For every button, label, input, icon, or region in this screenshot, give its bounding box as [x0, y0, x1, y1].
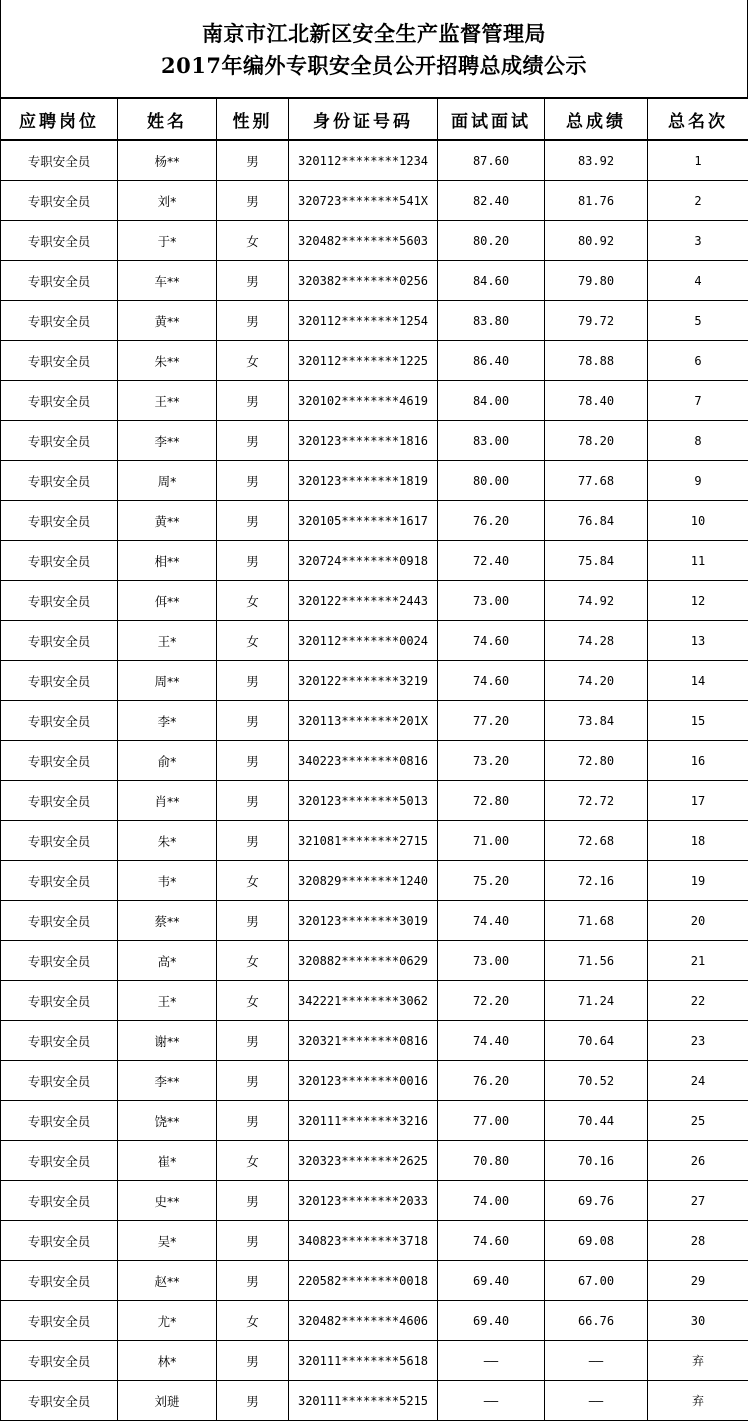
table-row	[1, 1341, 748, 1381]
cell-total-score: 66.76	[545, 1301, 648, 1341]
cell-name: 刘*	[118, 181, 217, 221]
table-row	[1, 421, 748, 461]
cell-interview-score: 84.60	[438, 261, 545, 301]
cell-position: 专职安全员	[1, 541, 118, 581]
table-row	[1, 221, 748, 261]
cell-interview-score: 74.60	[438, 1221, 545, 1261]
cell-gender: 男	[217, 1181, 289, 1221]
cell-gender: 男	[217, 421, 289, 461]
cell-id-number: 320123********2033	[289, 1181, 438, 1221]
cell-gender: 男	[217, 1341, 289, 1381]
cell-id-number: 320724********0918	[289, 541, 438, 581]
cell-rank: 11	[648, 541, 748, 581]
cell-id-number: 320482********5603	[289, 221, 438, 261]
cell-interview-score: 74.40	[438, 901, 545, 941]
cell-gender: 男	[217, 1221, 289, 1261]
cell-interview-score: 80.00	[438, 461, 545, 501]
cell-gender: 男	[217, 461, 289, 501]
cell-rank: 13	[648, 621, 748, 661]
cell-interview-score: 72.40	[438, 541, 545, 581]
cell-gender: 女	[217, 221, 289, 261]
table-row	[1, 1221, 748, 1261]
cell-gender: 男	[217, 821, 289, 861]
cell-position: 专职安全员	[1, 421, 118, 461]
cell-id-number: 320112********1254	[289, 301, 438, 341]
table-row	[1, 861, 748, 901]
cell-interview-score: 73.00	[438, 581, 545, 621]
cell-rank: 9	[648, 461, 748, 501]
cell-rank: 18	[648, 821, 748, 861]
cell-position: 专职安全员	[1, 821, 118, 861]
cell-rank: 19	[648, 861, 748, 901]
cell-rank: 28	[648, 1221, 748, 1261]
cell-id-number: 320123********0016	[289, 1061, 438, 1101]
cell-rank: 7	[648, 381, 748, 421]
cell-position: 专职安全员	[1, 1261, 118, 1301]
cell-position: 专职安全员	[1, 1221, 118, 1261]
cell-total-score: 77.68	[545, 461, 648, 501]
table-row	[1, 501, 748, 541]
cell-id-number: 320882********0629	[289, 941, 438, 981]
cell-name: 杨**	[118, 140, 217, 181]
table-row	[1, 1301, 748, 1341]
cell-name: 饶**	[118, 1101, 217, 1141]
cell-rank: 4	[648, 261, 748, 301]
cell-gender: 男	[217, 181, 289, 221]
cell-total-score: 71.68	[545, 901, 648, 941]
cell-interview-score: 75.20	[438, 861, 545, 901]
cell-interview-score: ——	[438, 1341, 545, 1381]
cell-total-score: 74.92	[545, 581, 648, 621]
table-row	[1, 821, 748, 861]
table-row	[1, 140, 748, 181]
cell-total-score: 72.16	[545, 861, 648, 901]
cell-total-score: 70.64	[545, 1021, 648, 1061]
cell-name: 史**	[118, 1181, 217, 1221]
cell-name: 黄**	[118, 501, 217, 541]
cell-id-number: 320112********1234	[289, 140, 438, 181]
cell-total-score: 73.84	[545, 701, 648, 741]
header-interview-score: 面试面试	[438, 98, 545, 140]
cell-position: 专职安全员	[1, 140, 118, 181]
table-row	[1, 1261, 748, 1301]
table-row	[1, 581, 748, 621]
cell-position: 专职安全员	[1, 981, 118, 1021]
cell-rank: 25	[648, 1101, 748, 1141]
cell-rank: 30	[648, 1301, 748, 1341]
cell-total-score: ——	[545, 1381, 648, 1421]
cell-name: 谢**	[118, 1021, 217, 1061]
cell-rank: 16	[648, 741, 748, 781]
cell-rank: 27	[648, 1181, 748, 1221]
cell-id-number: 320105********1617	[289, 501, 438, 541]
table-row	[1, 541, 748, 581]
table-row	[1, 1181, 748, 1221]
cell-total-score: 71.56	[545, 941, 648, 981]
cell-rank: 1	[648, 140, 748, 181]
cell-position: 专职安全员	[1, 781, 118, 821]
cell-gender: 男	[217, 140, 289, 181]
cell-gender: 女	[217, 981, 289, 1021]
cell-interview-score: ——	[438, 1381, 545, 1421]
cell-position: 专职安全员	[1, 1301, 118, 1341]
cell-name: 吴*	[118, 1221, 217, 1261]
cell-total-score: 74.20	[545, 661, 648, 701]
cell-gender: 男	[217, 1381, 289, 1421]
cell-name: 朱**	[118, 341, 217, 381]
table-row	[1, 341, 748, 381]
table-row	[1, 261, 748, 301]
table-row	[1, 1381, 748, 1421]
cell-rank: 8	[648, 421, 748, 461]
results-table	[0, 97, 748, 1421]
cell-name: 李*	[118, 701, 217, 741]
cell-name: 李**	[118, 1061, 217, 1101]
cell-gender: 男	[217, 541, 289, 581]
cell-id-number: 320122********3219	[289, 661, 438, 701]
cell-gender: 女	[217, 1141, 289, 1181]
cell-gender: 男	[217, 701, 289, 741]
header-rank: 总名次	[648, 98, 748, 140]
cell-id-number: 320122********2443	[289, 581, 438, 621]
cell-id-number: 320482********4606	[289, 1301, 438, 1341]
cell-interview-score: 74.60	[438, 661, 545, 701]
cell-id-number: 340223********0816	[289, 741, 438, 781]
cell-total-score: 80.92	[545, 221, 648, 261]
cell-total-score: 69.76	[545, 1181, 648, 1221]
cell-rank: 3	[648, 221, 748, 261]
cell-gender: 男	[217, 901, 289, 941]
cell-interview-score: 73.20	[438, 741, 545, 781]
cell-position: 专职安全员	[1, 1341, 118, 1381]
cell-position: 专职安全员	[1, 1021, 118, 1061]
cell-name: 王*	[118, 621, 217, 661]
cell-position: 专职安全员	[1, 741, 118, 781]
cell-name: 周*	[118, 461, 217, 501]
table-row	[1, 901, 748, 941]
cell-rank: 弃	[648, 1341, 748, 1381]
cell-id-number: 320102********4619	[289, 381, 438, 421]
cell-name: 朱*	[118, 821, 217, 861]
cell-name: 相**	[118, 541, 217, 581]
cell-id-number: 320829********1240	[289, 861, 438, 901]
cell-interview-score: 80.20	[438, 221, 545, 261]
cell-position: 专职安全员	[1, 1181, 118, 1221]
cell-total-score: 74.28	[545, 621, 648, 661]
cell-gender: 男	[217, 741, 289, 781]
cell-rank: 5	[648, 301, 748, 341]
cell-interview-score: 77.20	[438, 701, 545, 741]
cell-gender: 女	[217, 581, 289, 621]
cell-position: 专职安全员	[1, 181, 118, 221]
cell-position: 专职安全员	[1, 661, 118, 701]
cell-interview-score: 86.40	[438, 341, 545, 381]
cell-id-number: 320382********0256	[289, 261, 438, 301]
cell-name: 肖**	[118, 781, 217, 821]
cell-rank: 15	[648, 701, 748, 741]
cell-interview-score: 70.80	[438, 1141, 545, 1181]
cell-total-score: 72.72	[545, 781, 648, 821]
cell-rank: 20	[648, 901, 748, 941]
header-gender: 性别	[217, 98, 289, 140]
cell-position: 专职安全员	[1, 261, 118, 301]
table-row	[1, 981, 748, 1021]
table-row	[1, 381, 748, 421]
cell-position: 专职安全员	[1, 301, 118, 341]
cell-id-number: 320123********5013	[289, 781, 438, 821]
table-row	[1, 1021, 748, 1061]
cell-interview-score: 83.80	[438, 301, 545, 341]
cell-position: 专职安全员	[1, 861, 118, 901]
cell-interview-score: 76.20	[438, 1061, 545, 1101]
cell-position: 专职安全员	[1, 621, 118, 661]
header-id-number: 身份证号码	[289, 98, 438, 140]
title-line-1: 南京市江北新区安全生产监督管理局	[1, 18, 747, 48]
cell-interview-score: 69.40	[438, 1261, 545, 1301]
cell-id-number: 320113********201X	[289, 701, 438, 741]
cell-name: 周**	[118, 661, 217, 701]
cell-total-score: 69.08	[545, 1221, 648, 1261]
cell-interview-score: 74.60	[438, 621, 545, 661]
cell-name: 刘琎	[118, 1381, 217, 1421]
cell-name: 韦*	[118, 861, 217, 901]
cell-id-number: 320111********5215	[289, 1381, 438, 1421]
cell-id-number: 320321********0816	[289, 1021, 438, 1061]
table-row	[1, 781, 748, 821]
cell-total-score: 78.40	[545, 381, 648, 421]
cell-interview-score: 74.00	[438, 1181, 545, 1221]
cell-rank: 10	[648, 501, 748, 541]
cell-gender: 男	[217, 1261, 289, 1301]
cell-name: 尤*	[118, 1301, 217, 1341]
table-row	[1, 661, 748, 701]
cell-total-score: ——	[545, 1341, 648, 1381]
cell-gender: 男	[217, 501, 289, 541]
cell-id-number: 320123********1819	[289, 461, 438, 501]
cell-name: 赵**	[118, 1261, 217, 1301]
cell-position: 专职安全员	[1, 701, 118, 741]
cell-interview-score: 76.20	[438, 501, 545, 541]
cell-total-score: 71.24	[545, 981, 648, 1021]
cell-name: 崔*	[118, 1141, 217, 1181]
table-row	[1, 1101, 748, 1141]
header-total-score: 总成绩	[545, 98, 648, 140]
cell-total-score: 83.92	[545, 140, 648, 181]
cell-interview-score: 72.20	[438, 981, 545, 1021]
cell-rank: 22	[648, 981, 748, 1021]
cell-gender: 男	[217, 261, 289, 301]
cell-gender: 男	[217, 1061, 289, 1101]
cell-total-score: 72.68	[545, 821, 648, 861]
cell-interview-score: 84.00	[438, 381, 545, 421]
cell-rank: 12	[648, 581, 748, 621]
cell-gender: 男	[217, 781, 289, 821]
cell-total-score: 70.52	[545, 1061, 648, 1101]
cell-rank: 29	[648, 1261, 748, 1301]
table-row	[1, 701, 748, 741]
cell-id-number: 342221********3062	[289, 981, 438, 1021]
cell-gender: 男	[217, 1021, 289, 1061]
cell-interview-score: 71.00	[438, 821, 545, 861]
cell-rank: 26	[648, 1141, 748, 1181]
cell-gender: 女	[217, 341, 289, 381]
cell-rank: 21	[648, 941, 748, 981]
cell-position: 专职安全员	[1, 1381, 118, 1421]
cell-id-number: 340823********3718	[289, 1221, 438, 1261]
cell-position: 专职安全员	[1, 1141, 118, 1181]
cell-total-score: 79.72	[545, 301, 648, 341]
cell-interview-score: 72.80	[438, 781, 545, 821]
title-block	[0, 0, 748, 97]
cell-total-score: 70.44	[545, 1101, 648, 1141]
cell-gender: 男	[217, 1101, 289, 1141]
table-row	[1, 941, 748, 981]
cell-position: 专职安全员	[1, 1061, 118, 1101]
cell-interview-score: 83.00	[438, 421, 545, 461]
cell-name: 于*	[118, 221, 217, 261]
cell-gender: 男	[217, 381, 289, 421]
cell-id-number: 320112********1225	[289, 341, 438, 381]
cell-interview-score: 87.60	[438, 140, 545, 181]
cell-position: 专职安全员	[1, 381, 118, 421]
cell-id-number: 320111********3216	[289, 1101, 438, 1141]
cell-position: 专职安全员	[1, 941, 118, 981]
cell-position: 专职安全员	[1, 221, 118, 261]
cell-position: 专职安全员	[1, 901, 118, 941]
cell-rank: 17	[648, 781, 748, 821]
table-row	[1, 621, 748, 661]
cell-name: 俞*	[118, 741, 217, 781]
cell-total-score: 70.16	[545, 1141, 648, 1181]
cell-total-score: 81.76	[545, 181, 648, 221]
cell-rank: 14	[648, 661, 748, 701]
cell-interview-score: 69.40	[438, 1301, 545, 1341]
table-body	[1, 140, 748, 1421]
cell-interview-score: 77.00	[438, 1101, 545, 1141]
cell-total-score: 79.80	[545, 261, 648, 301]
table-row	[1, 301, 748, 341]
cell-position: 专职安全员	[1, 581, 118, 621]
cell-rank: 2	[648, 181, 748, 221]
table-row	[1, 741, 748, 781]
header-position: 应聘岗位	[1, 98, 118, 140]
header-row	[1, 98, 748, 140]
cell-name: 王*	[118, 981, 217, 1021]
title-line-2: 2017年编外专职安全员公开招聘总成绩公示	[1, 50, 747, 80]
cell-name: 佴**	[118, 581, 217, 621]
cell-position: 专职安全员	[1, 1101, 118, 1141]
table-row	[1, 1061, 748, 1101]
cell-id-number: 320723********541X	[289, 181, 438, 221]
cell-id-number: 320111********5618	[289, 1341, 438, 1381]
cell-name: 黄**	[118, 301, 217, 341]
cell-total-score: 76.84	[545, 501, 648, 541]
cell-gender: 女	[217, 621, 289, 661]
cell-total-score: 75.84	[545, 541, 648, 581]
cell-id-number: 220582********0018	[289, 1261, 438, 1301]
cell-interview-score: 82.40	[438, 181, 545, 221]
header-name: 姓名	[118, 98, 217, 140]
cell-id-number: 320123********3019	[289, 901, 438, 941]
cell-rank: 6	[648, 341, 748, 381]
cell-name: 高*	[118, 941, 217, 981]
cell-interview-score: 74.40	[438, 1021, 545, 1061]
cell-id-number: 320123********1816	[289, 421, 438, 461]
table-row	[1, 461, 748, 501]
cell-id-number: 320112********0024	[289, 621, 438, 661]
cell-interview-score: 73.00	[438, 941, 545, 981]
cell-total-score: 78.20	[545, 421, 648, 461]
cell-gender: 女	[217, 1301, 289, 1341]
cell-position: 专职安全员	[1, 501, 118, 541]
cell-gender: 女	[217, 861, 289, 901]
cell-gender: 女	[217, 941, 289, 981]
cell-total-score: 67.00	[545, 1261, 648, 1301]
cell-id-number: 321081********2715	[289, 821, 438, 861]
cell-name: 蔡**	[118, 901, 217, 941]
cell-total-score: 72.80	[545, 741, 648, 781]
cell-rank: 弃	[648, 1381, 748, 1421]
cell-name: 李**	[118, 421, 217, 461]
cell-rank: 23	[648, 1021, 748, 1061]
cell-total-score: 78.88	[545, 341, 648, 381]
cell-position: 专职安全员	[1, 341, 118, 381]
table-row	[1, 181, 748, 221]
cell-name: 王**	[118, 381, 217, 421]
table-row	[1, 1141, 748, 1181]
cell-rank: 24	[648, 1061, 748, 1101]
cell-name: 林*	[118, 1341, 217, 1381]
cell-name: 车**	[118, 261, 217, 301]
cell-gender: 男	[217, 661, 289, 701]
cell-id-number: 320323********2625	[289, 1141, 438, 1181]
cell-position: 专职安全员	[1, 461, 118, 501]
cell-gender: 男	[217, 301, 289, 341]
